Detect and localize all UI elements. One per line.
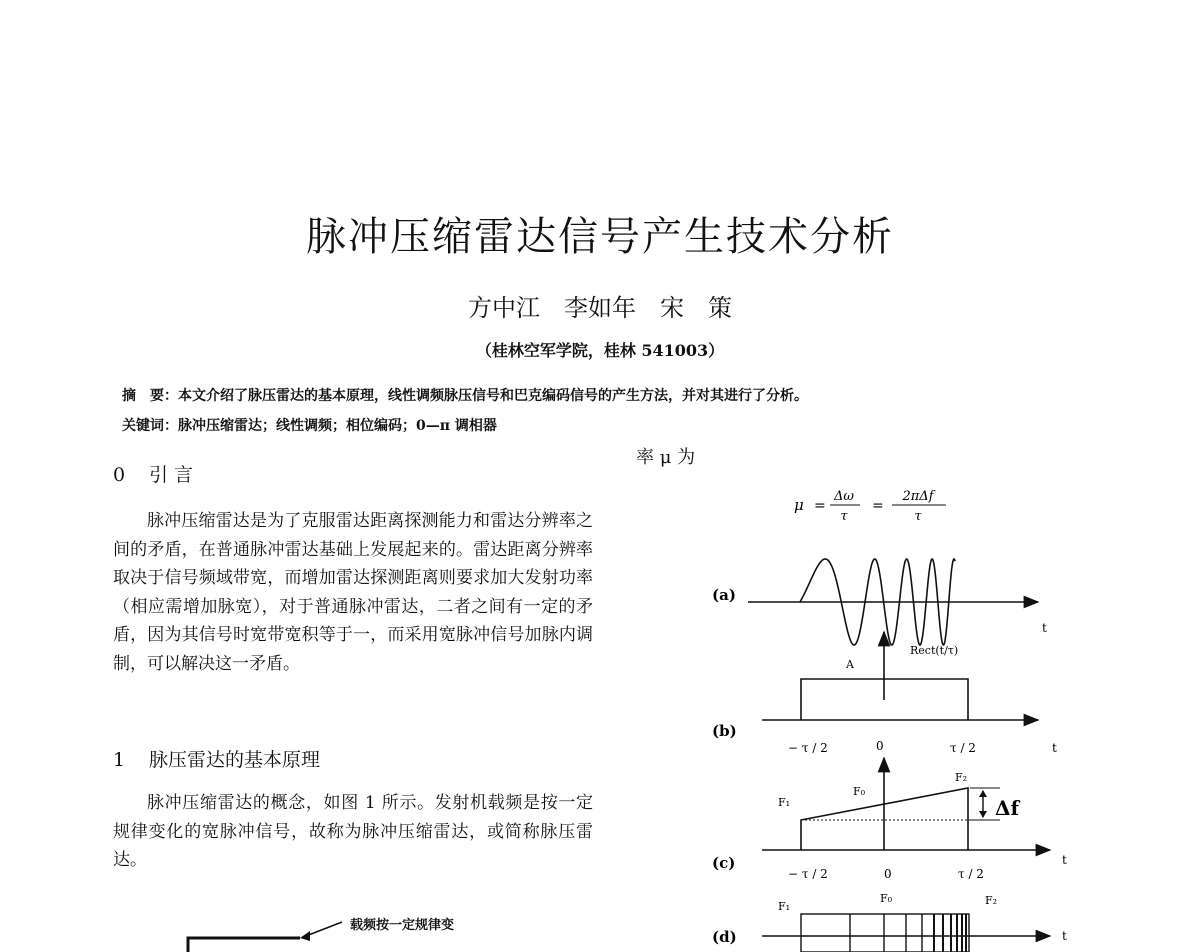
pointer-arrowhead (300, 931, 310, 941)
F0-label-c: F₀ (853, 785, 866, 798)
F1-label-c: F₁ (778, 796, 791, 809)
keywords (122, 415, 497, 435)
t-label-d: t (1062, 929, 1067, 943)
mu-intro-text: 率 μ 为 (636, 447, 696, 468)
formula-den2: τ (914, 509, 922, 524)
section-0-body (113, 507, 593, 678)
tick-pos-tau-c: τ / 2 (958, 867, 984, 881)
t-label-b: t (1052, 741, 1057, 755)
F1-label-d: F₁ (778, 900, 791, 913)
section-1-body (113, 789, 593, 875)
formula-lhs: μ (794, 496, 804, 514)
figure-1-fragment (180, 910, 350, 952)
panel-label-a: (a) (712, 586, 736, 604)
frequency-stripes (850, 914, 966, 952)
affiliation: （桂林空军学院，桂林 541003） (475, 341, 725, 360)
abstract-label: 摘 要： (122, 388, 178, 404)
section-heading-0 (113, 460, 193, 487)
keywords-text: 脉冲压缩雷达；线性调频；相位编码；0—π 调相器 (178, 418, 497, 434)
delta-f-label: Δf (995, 796, 1020, 820)
formula-num2: 2πΔf (902, 489, 934, 504)
t-label-a: t (1042, 621, 1047, 635)
block-outline (188, 938, 300, 952)
chirp-rate-formula (780, 480, 980, 530)
formula-eq: = (814, 498, 826, 514)
tick-pos-tau-b: τ / 2 (950, 741, 976, 755)
section-heading-1 (113, 745, 320, 772)
F0-label-d: F₀ (880, 892, 893, 905)
F2-label-c: F₂ (955, 771, 968, 784)
abstract-text: 本文介绍了脉压雷达的基本原理，线性调频脉压信号和巴克编码信号的产生方法，并对其进行了分析。 (178, 388, 808, 404)
tick-neg-tau-c: − τ / 2 (788, 867, 828, 881)
formula-num1: Δω (834, 489, 854, 504)
section-title: 引 言 (149, 464, 194, 486)
F2-label-d: F₂ (985, 894, 998, 907)
section-number: 0 (113, 464, 126, 486)
delta-f-arrow-up (979, 790, 987, 797)
formula-den1: τ (840, 509, 848, 524)
lfm-signal-figure (700, 540, 1080, 952)
paragraph: 脉冲压缩雷达的概念，如图 1 所示。发射机载频是按一定规律变化的宽脉冲信号，故称为脉冲压缩雷达，或简称脉压雷达。 (113, 793, 593, 870)
author-list: 方中江 李如年 宋 策 (468, 294, 732, 322)
tick-zero-b: 0 (876, 739, 884, 753)
panel-label-c: (c) (712, 854, 736, 872)
tick-zero-c: 0 (884, 867, 892, 881)
amplitude-label: A (846, 658, 854, 671)
panel-label-d: (d) (712, 928, 737, 946)
panel-label-b: (b) (712, 722, 737, 740)
formula-eq2: = (872, 498, 884, 514)
section-title: 脉压雷达的基本原理 (149, 749, 321, 771)
rect-label: Rect(t/τ) (910, 644, 959, 657)
t-label-c: t (1062, 853, 1067, 867)
section-number: 1 (113, 749, 126, 771)
tick-neg-tau-b: − τ / 2 (788, 741, 828, 755)
pointer-line (306, 922, 342, 936)
abstract (122, 385, 808, 405)
delta-f-arrow-down (979, 811, 987, 818)
paragraph: 脉冲压缩雷达是为了克服雷达距离探测能力和雷达分辨率之间的矛盾，在普通脉冲雷达基础上发展起来的。雷达距离分辨率取决于信号频域带宽，而增加雷达探测距离则要求加大发射功率（相应需增加脉宽），对于普通脉冲雷达，二者之间有一定的矛盾，因为其信号时宽带宽积等于一，而采用宽脉冲信号加脉内调制，可以解决这一矛盾。 (113, 511, 593, 674)
paper-title: 脉冲压缩雷达信号产生技术分析 (306, 214, 894, 260)
figure-annotation: 载频按一定规律变 (350, 918, 455, 933)
keywords-label: 关键词： (122, 418, 178, 434)
